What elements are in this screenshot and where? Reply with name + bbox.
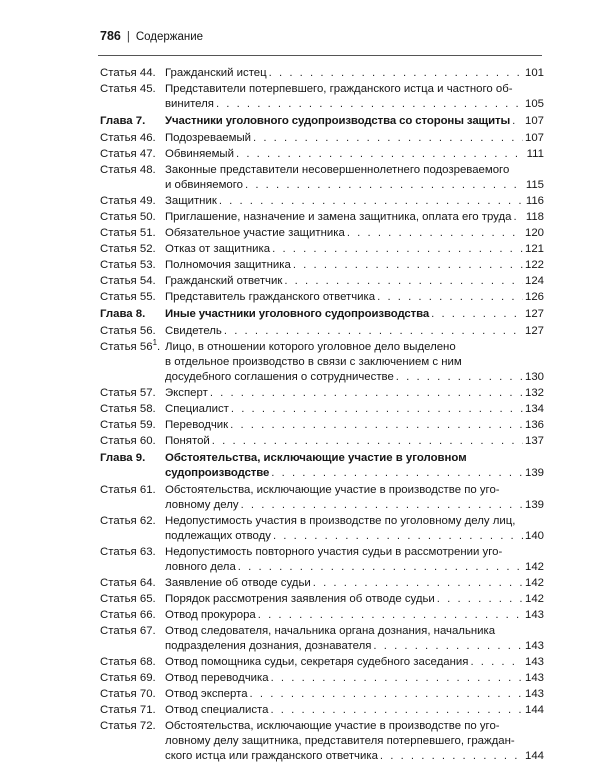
entry-page-number: 136 (524, 419, 544, 431)
entry-body (165, 82, 544, 112)
entry-label-text: Глава 8. (100, 308, 146, 320)
entry-title-line: Обстоятельства, исключающие участие в производстве по уго- (165, 484, 500, 496)
toc-article-entry (100, 670, 544, 686)
entry-body (165, 307, 544, 322)
entry-page-number: 139 (524, 499, 544, 511)
entry-title-line: Обстоятельства, исключающие участие в производстве по уго- (165, 720, 500, 732)
entry-page-number: 143 (524, 672, 544, 684)
entry-body (165, 402, 544, 417)
entry-title: Отвод специалиста (165, 704, 269, 716)
entry-label-text: Глава 9. (100, 452, 146, 464)
toc-article-entry (100, 65, 544, 81)
toc-chapter-entry (100, 306, 544, 322)
entry-title-line: Лицо, в отношении которого уголовное дело выделено (165, 341, 456, 353)
entry-leader-line (165, 418, 544, 433)
entry-page-number: 105 (524, 98, 544, 110)
entry-leader-line (165, 687, 544, 702)
entry-title: и обвиняемого (165, 179, 243, 191)
entry-label (100, 194, 165, 209)
entry-body (165, 576, 544, 591)
leader-dots (271, 671, 523, 686)
toc-chapter-entry (100, 113, 544, 129)
entry-label (100, 719, 165, 764)
entry-leader-line (165, 576, 544, 591)
entry-label (100, 624, 165, 654)
entry-page-number: 142 (524, 577, 544, 589)
entry-label-text: Статья 67. (100, 625, 156, 637)
entry-label-text: Статья 58. (100, 403, 156, 415)
leader-dots (272, 242, 523, 257)
entry-page-number: 143 (524, 640, 544, 652)
entry-title-line: ловному делу защитника, представителя потерпевшего, граждан- (165, 735, 515, 747)
toc-article-entry (100, 81, 544, 112)
entry-body (165, 131, 544, 146)
page-number: 786 (100, 29, 121, 43)
entry-leader-line (165, 147, 544, 162)
entry-leader-line (165, 560, 544, 575)
entry-label (100, 434, 165, 449)
entry-page-number: 139 (524, 467, 544, 479)
entry-page-number: 143 (524, 656, 544, 668)
entry-page-number: 143 (524, 688, 544, 700)
toc-article-entry (100, 323, 544, 339)
entry-title: Приглашение, назначение и замена защитника, оплата его труда (165, 211, 512, 223)
entry-body (165, 163, 544, 193)
entry-title: Отказ от защитника (165, 243, 271, 255)
entry-title-line: Недопустимость участия в производстве по уголовному делу лиц, (165, 515, 516, 527)
entry-label (100, 340, 165, 385)
toc-article-entry (100, 623, 544, 654)
leader-dots (236, 147, 525, 162)
entry-label (100, 703, 165, 718)
entry-body (165, 66, 544, 81)
leader-dots (377, 290, 523, 305)
entry-label (100, 82, 165, 112)
entry-label-text: Статья 68. (100, 656, 156, 668)
entry-label-text: Статья 52. (100, 243, 156, 255)
entry-label (100, 655, 165, 670)
toc-article-entry (100, 591, 544, 607)
toc-article-entry (100, 289, 544, 305)
entry-label-text: Глава 7. (100, 115, 146, 127)
entry-body (165, 434, 544, 449)
entry-leader-line (165, 655, 544, 670)
entry-label-text: Статья 53. (100, 259, 156, 271)
leader-dots (396, 370, 523, 385)
entry-title: Специалист (165, 403, 229, 415)
entry-body (165, 274, 544, 289)
entry-leader-line (165, 402, 544, 417)
entry-label (100, 402, 165, 417)
leader-dots (216, 97, 523, 112)
entry-title: Отвод эксперта (165, 688, 248, 700)
entry-page-number: 132 (524, 387, 544, 399)
entry-label (100, 274, 165, 289)
entry-page-number: 142 (524, 561, 544, 573)
entry-label (100, 258, 165, 273)
toc-article-entry (100, 162, 544, 193)
toc-article-entry (100, 273, 544, 289)
entry-body (165, 483, 544, 513)
entry-body (165, 147, 544, 162)
entry-title: Понятой (165, 435, 210, 447)
entry-title: Отвод помощника судьи, секретаря судебного заседания (165, 656, 469, 668)
entry-label (100, 386, 165, 401)
leader-dots (373, 639, 523, 654)
entry-title: Полномочия защитника (165, 259, 291, 271)
leader-dots (250, 687, 523, 702)
entry-title-line: Законные представители несовершеннолетнего подозреваемого (165, 164, 510, 176)
entry-label (100, 687, 165, 702)
entry-body (165, 242, 544, 257)
entry-leader-line (165, 290, 544, 305)
entry-title-line: Обстоятельства, исключающие участие в уголовном (165, 452, 467, 464)
entry-page-number: 111 (526, 148, 544, 160)
entry-label-text: Статья 51. (100, 227, 156, 239)
entry-leader-line (165, 592, 544, 607)
entry-label (100, 671, 165, 686)
entry-title: ловному делу (165, 499, 239, 511)
toc-article-entry (100, 417, 544, 433)
entry-leader-line (165, 671, 544, 686)
entry-title: Порядок рассмотрения заявления об отводе судьи (165, 593, 435, 605)
entry-title-line: Представители потерпевшего, гражданского истца и частного об- (165, 83, 513, 95)
entry-body (165, 340, 544, 385)
entry-leader-line (165, 307, 544, 322)
entry-page-number: 124 (524, 275, 544, 287)
entry-label (100, 514, 165, 544)
entry-body (165, 210, 544, 225)
leader-dots (512, 114, 523, 129)
toc-article-entry (100, 339, 544, 385)
entry-title: Участники уголовного судопроизводства со стороны защиты (165, 115, 511, 127)
entry-label (100, 483, 165, 513)
toc-article-entry (100, 401, 544, 417)
toc-article-entry (100, 193, 544, 209)
entry-label-text: Статья 59. (100, 419, 156, 431)
leader-dots (253, 131, 523, 146)
entry-title: Заявление об отводе судьи (165, 577, 311, 589)
entry-title: Свидетель (165, 325, 222, 337)
entry-label-text: Статья 61. (100, 484, 156, 496)
entry-title: Обвиняемый (165, 148, 234, 160)
leader-dots (219, 194, 524, 209)
toc-article-entry (100, 385, 544, 401)
entry-body (165, 226, 544, 241)
leader-dots (513, 210, 523, 225)
section-title: Содержание (135, 31, 204, 43)
toc-article-entry (100, 257, 544, 273)
entry-label (100, 451, 165, 481)
leader-dots (258, 608, 523, 623)
entry-label (100, 163, 165, 193)
entry-leader-line (165, 194, 544, 209)
toc-article-entry (100, 225, 544, 241)
entry-label-text: Статья 57. (100, 387, 156, 399)
entry-label (100, 131, 165, 146)
entry-title-line: Отвод следователя, начальника органа дознания, начальника (165, 625, 496, 637)
entry-label-text: Статья 64. (100, 577, 156, 589)
entry-body (165, 418, 544, 433)
entry-page-number: 120 (524, 227, 544, 239)
entry-title: Гражданский ответчик (165, 275, 283, 287)
entry-body (165, 655, 544, 670)
entry-leader-line (165, 386, 544, 401)
leader-dots (284, 274, 523, 289)
entry-leader-line (165, 703, 544, 718)
entry-label (100, 592, 165, 607)
entry-title: Подозреваемый (165, 132, 251, 144)
entry-label (100, 608, 165, 623)
entry-title: Эксперт (165, 387, 208, 399)
entry-page-number: 101 (524, 67, 544, 79)
entry-label (100, 307, 165, 322)
entry-title: Переводчик (165, 419, 229, 431)
entry-leader-line (165, 226, 544, 241)
entry-leader-line (165, 274, 544, 289)
entry-leader-line (165, 210, 544, 225)
entry-label (100, 418, 165, 433)
entry-label-text: Статья 72. (100, 720, 156, 732)
entry-page-number: 144 (524, 750, 544, 762)
entry-page-number: 126 (524, 291, 544, 303)
entry-label (100, 147, 165, 162)
toc-article-entry (100, 686, 544, 702)
entry-title: Защитник (165, 195, 217, 207)
entry-page-number: 115 (525, 179, 544, 191)
entry-title: Обязательное участие защитника (165, 227, 345, 239)
entry-body (165, 545, 544, 575)
entry-page-number: 121 (524, 243, 544, 255)
entry-body (165, 671, 544, 686)
entry-title: досудебного соглашения о сотрудничестве (165, 371, 394, 383)
leader-dots (269, 66, 523, 81)
table-of-contents (100, 65, 544, 764)
toc-article-entry (100, 433, 544, 449)
entry-title: Гражданский истец (165, 67, 267, 79)
entry-label (100, 242, 165, 257)
entry-label-text: Статья 54. (100, 275, 156, 287)
entry-leader-line (165, 370, 544, 385)
leader-dots (224, 324, 523, 339)
entry-body (165, 451, 544, 481)
entry-label-text: Статья 56. (100, 325, 156, 337)
leader-dots (380, 749, 523, 764)
toc-article-entry (100, 718, 544, 764)
entry-leader-line (165, 258, 544, 273)
entry-body (165, 324, 544, 339)
entry-body (165, 258, 544, 273)
entry-page-number: 142 (524, 593, 544, 605)
entry-label-text: Статья 48. (100, 164, 156, 176)
entry-page-number: 116 (525, 195, 544, 207)
entry-label-text: Статья 66. (100, 609, 156, 621)
entry-page-number: 118 (525, 211, 544, 223)
entry-label-text: Статья 56 (100, 341, 153, 353)
entry-page-number: 107 (524, 132, 544, 144)
entry-page-number: 144 (524, 704, 544, 716)
leader-dots (210, 386, 523, 401)
entry-page-number: 134 (524, 403, 544, 415)
leader-dots (293, 258, 523, 273)
entry-leader-line (165, 66, 544, 81)
entry-label-text: Статья 46. (100, 132, 156, 144)
toc-article-entry (100, 544, 544, 575)
entry-page-number: 143 (524, 609, 544, 621)
entry-title: подразделения дознания, дознавателя (165, 640, 372, 652)
leader-dots (230, 418, 523, 433)
entry-label-text: Статья 55. (100, 291, 156, 303)
toc-article-entry (100, 702, 544, 718)
header-rule (98, 55, 542, 56)
entry-title: Иные участники уголовного судопроизводства (165, 308, 430, 320)
toc-article-entry (100, 654, 544, 670)
entry-label (100, 114, 165, 129)
entry-leader-line (165, 97, 544, 112)
leader-dots (347, 226, 523, 241)
entry-page-number: 127 (524, 325, 544, 337)
entry-label-text: Статья 70. (100, 688, 156, 700)
entry-title: Представитель гражданского ответчика (165, 291, 376, 303)
entry-label-text: Статья 50. (100, 211, 156, 223)
entry-label-text: Статья 44. (100, 67, 156, 79)
entry-leader-line (165, 324, 544, 339)
entry-body (165, 386, 544, 401)
leader-dots (241, 498, 523, 513)
entry-page-number: 122 (524, 259, 544, 271)
page-header (100, 29, 540, 53)
entry-leader-line (165, 608, 544, 623)
leader-dots (270, 703, 523, 718)
leader-dots (431, 307, 523, 322)
entry-label-text: Статья 49. (100, 195, 156, 207)
entry-leader-line (165, 178, 544, 193)
toc-article-entry (100, 146, 544, 162)
entry-body (165, 624, 544, 654)
leader-dots (273, 529, 523, 544)
entry-label (100, 545, 165, 575)
entry-title: ловного дела (165, 561, 236, 573)
toc-article-entry (100, 607, 544, 623)
entry-label (100, 226, 165, 241)
leader-dots (271, 466, 523, 481)
entry-title-line: Недопустимость повторного участия судьи в рассмотрении уго- (165, 546, 503, 558)
entry-title: Отвод прокурора (165, 609, 256, 621)
entry-label-text: Статья 62. (100, 515, 156, 527)
entry-body (165, 114, 544, 129)
entry-leader-line (165, 131, 544, 146)
entry-leader-line (165, 529, 544, 544)
entry-label (100, 290, 165, 305)
leader-dots (231, 402, 523, 417)
entry-label-superscript: 1 (152, 338, 158, 348)
entry-body (165, 194, 544, 209)
entry-label-end: . (157, 341, 161, 353)
entry-leader-line (165, 114, 544, 129)
entry-label-text: Статья 71. (100, 704, 156, 716)
entry-label-text: Статья 65. (100, 593, 156, 605)
entry-leader-line (165, 498, 544, 513)
toc-article-entry (100, 575, 544, 591)
entry-title: Отвод переводчика (165, 672, 269, 684)
entry-label-text: Статья 63. (100, 546, 156, 558)
toc-article-entry (100, 241, 544, 257)
entry-title: судопроизводстве (165, 467, 270, 479)
leader-dots (437, 592, 523, 607)
leader-dots (470, 655, 523, 670)
entry-leader-line (165, 639, 544, 654)
leader-dots (245, 178, 524, 193)
toc-article-entry (100, 209, 544, 225)
entry-page-number: 140 (524, 530, 544, 542)
entry-title: подлежащих отводу (165, 530, 271, 542)
entry-leader-line (165, 242, 544, 257)
entry-leader-line (165, 466, 544, 481)
entry-page-number: 127 (524, 308, 544, 320)
entry-label (100, 324, 165, 339)
entry-label-text: Статья 45. (100, 83, 156, 95)
leader-dots (238, 560, 523, 575)
leader-dots (313, 576, 523, 591)
entry-body (165, 608, 544, 623)
entry-title-line: в отдельное производство в связи с заключением с ним (165, 356, 462, 368)
entry-body (165, 514, 544, 544)
entry-label-text: Статья 47. (100, 148, 156, 160)
entry-label (100, 576, 165, 591)
entry-leader-line (165, 434, 544, 449)
toc-article-entry (100, 482, 544, 513)
toc-article-entry (100, 513, 544, 544)
entry-body (165, 290, 544, 305)
toc-chapter-entry (100, 450, 544, 481)
entry-page-number: 130 (524, 371, 544, 383)
entry-body (165, 703, 544, 718)
entry-body (165, 687, 544, 702)
entry-label (100, 210, 165, 225)
leader-dots (212, 434, 523, 449)
entry-page-number: 107 (524, 115, 544, 127)
entry-page-number: 137 (524, 435, 544, 447)
entry-label-text: Статья 69. (100, 672, 156, 684)
toc-article-entry (100, 130, 544, 146)
entry-title: ского истца или гражданского ответчика (165, 750, 378, 762)
entry-label (100, 66, 165, 81)
header-separator: | (126, 31, 130, 43)
entry-label-text: Статья 60. (100, 435, 156, 447)
entry-leader-line (165, 749, 544, 764)
entry-title: винителя (165, 98, 214, 110)
entry-body (165, 592, 544, 607)
entry-body (165, 719, 544, 764)
